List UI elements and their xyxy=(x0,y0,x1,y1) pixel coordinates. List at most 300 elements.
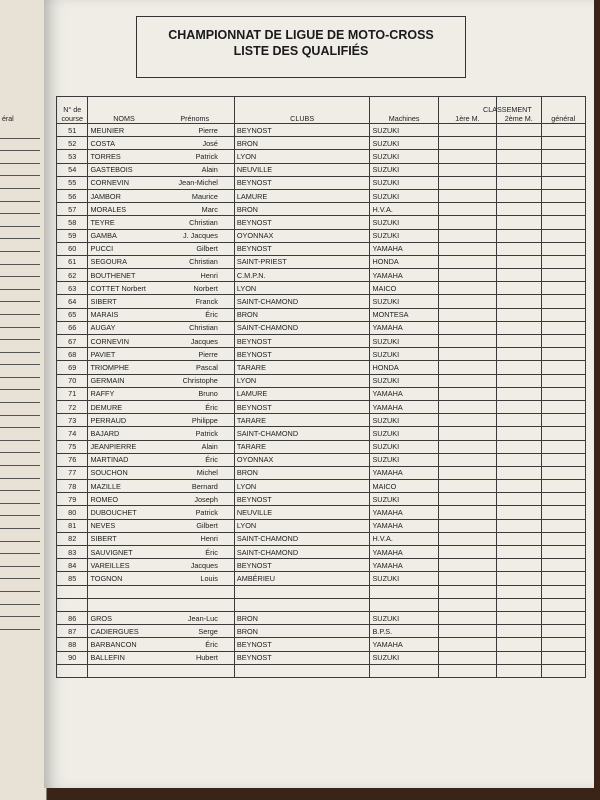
rider-club: NEUVILLE xyxy=(234,506,370,519)
result-general xyxy=(541,176,586,189)
rider-surname: SIBERT xyxy=(90,297,117,307)
rider-name xyxy=(88,625,234,638)
rider-machine: SUZUKI xyxy=(370,150,438,163)
race-number: 87 xyxy=(57,625,88,638)
rider-surname: BALLEFIN xyxy=(90,653,125,663)
result-first-heat xyxy=(438,361,496,374)
result-general xyxy=(541,255,586,268)
rider-firstname: Norbert xyxy=(193,283,218,293)
rider-surname: RAFFY xyxy=(90,389,115,399)
rider-surname: ROMEO xyxy=(90,494,119,504)
result-general xyxy=(541,269,586,282)
result-first-heat xyxy=(438,229,496,242)
rider-machine: HONDA xyxy=(370,255,438,268)
table-row xyxy=(57,163,586,176)
rider-surname: CORNEVIN xyxy=(90,178,129,188)
rider-name xyxy=(88,348,234,361)
race-number: 82 xyxy=(57,532,88,545)
result-first-heat xyxy=(438,611,496,624)
previous-page-row xyxy=(0,126,40,139)
col-clubs: CLUBS xyxy=(234,97,370,124)
rider-name xyxy=(88,664,234,677)
result-first-heat xyxy=(438,480,496,493)
rider-club: BEYNOST xyxy=(234,493,370,506)
result-second-heat xyxy=(497,387,541,400)
rider-firstname: Philippe xyxy=(191,415,218,425)
race-number: 75 xyxy=(57,440,88,453)
result-second-heat xyxy=(497,585,541,598)
result-first-heat xyxy=(438,295,496,308)
race-number: 78 xyxy=(57,480,88,493)
title-line-1: CHAMPIONNAT DE LIGUE DE MOTO-CROSS xyxy=(168,28,434,42)
title-line-2: LISTE DES QUALIFIÉS xyxy=(233,44,369,58)
rider-firstname: Éric xyxy=(205,639,218,649)
result-general xyxy=(541,216,586,229)
previous-page-row xyxy=(0,290,40,303)
previous-page-row xyxy=(0,491,40,504)
table-row xyxy=(57,295,586,308)
rider-machine: SUZUKI xyxy=(370,229,438,242)
result-second-heat xyxy=(497,348,541,361)
race-number: 72 xyxy=(57,400,88,413)
result-second-heat xyxy=(497,453,541,466)
rider-name xyxy=(88,255,234,268)
rider-firstname: Éric xyxy=(205,310,218,320)
table-row xyxy=(57,348,586,361)
rider-name xyxy=(88,163,234,176)
table-row xyxy=(57,229,586,242)
rider-club: BEYNOST xyxy=(234,651,370,664)
rider-club: OYONNAX xyxy=(234,229,370,242)
col-first-heat: 1ère M. xyxy=(455,114,480,123)
race-number: 54 xyxy=(57,163,88,176)
rider-name xyxy=(88,532,234,545)
result-general xyxy=(541,625,586,638)
table-body xyxy=(57,124,586,678)
rider-name xyxy=(88,611,234,624)
result-second-heat xyxy=(497,638,541,651)
race-number: 52 xyxy=(57,137,88,150)
result-first-heat xyxy=(438,335,496,348)
rider-club xyxy=(234,664,370,677)
result-first-heat xyxy=(438,282,496,295)
rider-club: BEYNOST xyxy=(234,242,370,255)
rider-firstname: Marc xyxy=(201,204,218,214)
previous-page-row xyxy=(0,214,40,227)
race-number: 65 xyxy=(57,308,88,321)
rider-surname: TORRES xyxy=(90,151,121,161)
previous-page-row xyxy=(0,227,40,240)
result-second-heat xyxy=(497,400,541,413)
rider-machine: SUZUKI xyxy=(370,124,438,137)
previous-page-row xyxy=(0,516,40,529)
rider-surname: BARBANCON xyxy=(90,639,137,649)
race-number: 53 xyxy=(57,150,88,163)
rider-firstname: Christian xyxy=(189,217,218,227)
rider-machine: SUZUKI xyxy=(370,137,438,150)
result-second-heat xyxy=(497,242,541,255)
rider-machine: SUZUKI xyxy=(370,348,438,361)
rider-machine xyxy=(370,598,438,611)
rider-firstname: Maurice xyxy=(191,191,218,201)
rider-machine: YAMAHA xyxy=(370,321,438,334)
rider-name xyxy=(88,480,234,493)
result-second-heat xyxy=(497,440,541,453)
rider-surname: CORNEVIN xyxy=(90,336,129,346)
rider-surname: GROS xyxy=(90,613,112,623)
rider-name xyxy=(88,506,234,519)
previous-page-row xyxy=(0,340,40,353)
rider-name xyxy=(88,321,234,334)
rider-firstname: Louis xyxy=(200,573,218,583)
rider-firstname: Bruno xyxy=(198,389,218,399)
rider-surname: SIBERT xyxy=(90,534,117,544)
rider-surname: GAMBA xyxy=(90,231,117,241)
race-number: 64 xyxy=(57,295,88,308)
race-number: 88 xyxy=(57,638,88,651)
result-first-heat xyxy=(438,348,496,361)
title-box xyxy=(136,16,466,78)
rider-firstname: Patrick xyxy=(195,508,218,518)
rider-name xyxy=(88,308,234,321)
rider-club: LAMURE xyxy=(234,387,370,400)
previous-page-row xyxy=(0,592,40,605)
rider-machine: YAMAHA xyxy=(370,269,438,282)
previous-page-row xyxy=(0,164,40,177)
rider-surname: TOGNON xyxy=(90,573,123,583)
table-row xyxy=(57,189,586,202)
previous-page-row xyxy=(0,479,40,492)
rider-name xyxy=(88,651,234,664)
previous-page-row xyxy=(0,176,40,189)
table-row xyxy=(57,150,586,163)
rider-name xyxy=(88,453,234,466)
table-row xyxy=(57,269,586,282)
rider-machine: MONTESA xyxy=(370,308,438,321)
result-general xyxy=(541,229,586,242)
previous-page-row xyxy=(0,554,40,567)
result-general xyxy=(541,414,586,427)
rider-club: SAINT-CHAMOND xyxy=(234,295,370,308)
rider-name xyxy=(88,572,234,585)
rider-firstname: Serge xyxy=(198,626,218,636)
result-second-heat xyxy=(497,255,541,268)
rider-surname: DUBOUCHET xyxy=(90,508,137,518)
race-number: 70 xyxy=(57,374,88,387)
table-row xyxy=(57,308,586,321)
rider-machine: SUZUKI xyxy=(370,427,438,440)
table-row xyxy=(57,176,586,189)
rider-firstname: Jean-Michel xyxy=(178,178,218,188)
rider-club: LYON xyxy=(234,282,370,295)
rider-machine: SUZUKI xyxy=(370,216,438,229)
rider-club: SAINT-CHAMOND xyxy=(234,546,370,559)
rider-surname: PERRAUD xyxy=(90,415,127,425)
table-row xyxy=(57,203,586,216)
race-number: 74 xyxy=(57,427,88,440)
result-general xyxy=(541,400,586,413)
qualified-list-page xyxy=(44,0,594,788)
table-row xyxy=(57,651,586,664)
rider-club: BEYNOST xyxy=(234,335,370,348)
result-second-heat xyxy=(497,532,541,545)
result-first-heat xyxy=(438,137,496,150)
result-general xyxy=(541,124,586,137)
rider-club: BEYNOST xyxy=(234,124,370,137)
rider-name xyxy=(88,559,234,572)
rider-club xyxy=(234,585,370,598)
result-second-heat xyxy=(497,229,541,242)
rider-machine: SUZUKI xyxy=(370,453,438,466)
rider-machine: B.P.S. xyxy=(370,625,438,638)
rider-surname: BOUTHENET xyxy=(90,270,136,280)
table-row xyxy=(57,321,586,334)
result-general xyxy=(541,374,586,387)
rider-name xyxy=(88,176,234,189)
result-second-heat xyxy=(497,480,541,493)
rider-surname: COSTA xyxy=(90,138,116,148)
result-second-heat xyxy=(497,611,541,624)
rider-surname: GASTEBOIS xyxy=(90,165,133,175)
rider-machine: SUZUKI xyxy=(370,572,438,585)
rider-name xyxy=(88,361,234,374)
result-general xyxy=(541,308,586,321)
rider-machine: YAMAHA xyxy=(370,506,438,519)
result-general xyxy=(541,585,586,598)
rider-machine: SUZUKI xyxy=(370,493,438,506)
race-number: 73 xyxy=(57,414,88,427)
table-row xyxy=(57,559,586,572)
rider-club: AMBÉRIEU xyxy=(234,572,370,585)
result-first-heat xyxy=(438,269,496,282)
rider-firstname: Pierre xyxy=(198,349,218,359)
rider-club: SAINT-CHAMOND xyxy=(234,321,370,334)
race-number: 60 xyxy=(57,242,88,255)
rider-surname: PUCCI xyxy=(90,244,114,254)
rider-machine: H.V.A. xyxy=(370,532,438,545)
rider-club: BEYNOST xyxy=(234,216,370,229)
rider-club: LYON xyxy=(234,150,370,163)
previous-page-row xyxy=(0,315,40,328)
previous-page-header: éral xyxy=(2,116,14,123)
result-first-heat xyxy=(438,216,496,229)
result-first-heat xyxy=(438,387,496,400)
previous-page-row xyxy=(0,139,40,152)
rider-surname: TEYRE xyxy=(90,217,115,227)
rider-machine: YAMAHA xyxy=(370,466,438,479)
result-first-heat xyxy=(438,532,496,545)
race-number: 56 xyxy=(57,189,88,202)
qualified-table xyxy=(56,96,586,678)
result-first-heat xyxy=(438,585,496,598)
result-second-heat xyxy=(497,335,541,348)
rider-machine: SUZUKI xyxy=(370,374,438,387)
col-prenoms: Prénoms xyxy=(180,114,210,123)
rider-name xyxy=(88,150,234,163)
rider-firstname: Gilbert xyxy=(196,244,218,254)
previous-page-rows xyxy=(0,126,40,630)
rider-surname: JEANPIERRE xyxy=(90,442,137,452)
rider-name xyxy=(88,269,234,282)
result-first-heat xyxy=(438,427,496,440)
rider-club: BEYNOST xyxy=(234,348,370,361)
rider-surname: MEUNIER xyxy=(90,125,125,135)
rider-firstname: Alain xyxy=(201,442,218,452)
race-number: 90 xyxy=(57,651,88,664)
table-row xyxy=(57,519,586,532)
result-second-heat xyxy=(497,414,541,427)
rider-machine: YAMAHA xyxy=(370,519,438,532)
result-second-heat xyxy=(497,124,541,137)
previous-page-row xyxy=(0,390,40,403)
previous-page-row xyxy=(0,504,40,517)
rider-club: OYONNAX xyxy=(234,453,370,466)
result-general xyxy=(541,242,586,255)
rider-firstname: Patrick xyxy=(195,428,218,438)
race-number: 67 xyxy=(57,335,88,348)
race-number: 71 xyxy=(57,387,88,400)
rider-surname: MARTINAD xyxy=(90,455,129,465)
rider-machine: MAICO xyxy=(370,282,438,295)
result-general xyxy=(541,466,586,479)
race-number: 80 xyxy=(57,506,88,519)
rider-surname: MARAIS xyxy=(90,310,119,320)
rider-name xyxy=(88,203,234,216)
result-first-heat xyxy=(438,163,496,176)
result-second-heat xyxy=(497,506,541,519)
table-row xyxy=(57,466,586,479)
race-number: 59 xyxy=(57,229,88,242)
result-second-heat xyxy=(497,176,541,189)
result-second-heat xyxy=(497,321,541,334)
rider-club: SAINT-CHAMOND xyxy=(234,427,370,440)
rider-club: BRON xyxy=(234,625,370,638)
rider-machine: MAICO xyxy=(370,480,438,493)
result-second-heat xyxy=(497,374,541,387)
result-general xyxy=(541,506,586,519)
result-general xyxy=(541,163,586,176)
result-general xyxy=(541,137,586,150)
result-general xyxy=(541,387,586,400)
rider-surname: COTTET Norbert xyxy=(90,283,146,293)
col-names xyxy=(88,97,234,124)
previous-page-row xyxy=(0,365,40,378)
table-row xyxy=(57,493,586,506)
race-number: 81 xyxy=(57,519,88,532)
rider-firstname: Patrick xyxy=(195,151,218,161)
previous-page-row xyxy=(0,579,40,592)
result-general xyxy=(541,519,586,532)
previous-page-row xyxy=(0,542,40,555)
result-second-heat xyxy=(497,466,541,479)
table-row xyxy=(57,414,586,427)
result-general xyxy=(541,453,586,466)
race-number: 58 xyxy=(57,216,88,229)
rider-firstname: Alain xyxy=(201,165,218,175)
rider-firstname: Pierre xyxy=(198,125,218,135)
result-first-heat xyxy=(438,651,496,664)
rider-name xyxy=(88,585,234,598)
result-first-heat xyxy=(438,506,496,519)
table-row xyxy=(57,625,586,638)
rider-club: NEUVILLE xyxy=(234,163,370,176)
result-general xyxy=(541,203,586,216)
race-number: 84 xyxy=(57,559,88,572)
result-second-heat xyxy=(497,189,541,202)
result-first-heat xyxy=(438,308,496,321)
rider-name xyxy=(88,546,234,559)
race-number: 55 xyxy=(57,176,88,189)
previous-page-row xyxy=(0,617,40,630)
result-first-heat xyxy=(438,625,496,638)
result-second-heat xyxy=(497,559,541,572)
result-second-heat xyxy=(497,572,541,585)
result-general xyxy=(541,611,586,624)
rider-firstname: Hubert xyxy=(195,653,218,663)
result-general xyxy=(541,440,586,453)
rider-surname: NEVES xyxy=(90,521,116,531)
rider-name xyxy=(88,282,234,295)
table-row xyxy=(57,453,586,466)
previous-page-row xyxy=(0,328,40,341)
rider-club: C.M.P.N. xyxy=(234,269,370,282)
rider-machine: SUZUKI xyxy=(370,176,438,189)
race-number: 57 xyxy=(57,203,88,216)
result-first-heat xyxy=(438,176,496,189)
result-first-heat xyxy=(438,400,496,413)
rider-surname: DEMURE xyxy=(90,402,123,412)
table-row xyxy=(57,242,586,255)
rider-surname: PAVIET xyxy=(90,349,116,359)
rider-firstname: Henri xyxy=(200,534,218,544)
rider-machine: SUZUKI xyxy=(370,651,438,664)
col-noms: NOMS xyxy=(113,114,135,123)
table-row xyxy=(57,638,586,651)
result-second-heat xyxy=(497,295,541,308)
result-first-heat xyxy=(438,453,496,466)
rider-machine: YAMAHA xyxy=(370,387,438,400)
previous-page-row xyxy=(0,378,40,391)
rider-surname: JAMBOR xyxy=(90,191,121,201)
rider-name xyxy=(88,414,234,427)
rider-surname: VAREILLES xyxy=(90,560,130,570)
race-number xyxy=(57,664,88,677)
rider-club: BRON xyxy=(234,466,370,479)
rider-machine: YAMAHA xyxy=(370,546,438,559)
rider-name xyxy=(88,124,234,137)
rider-name xyxy=(88,374,234,387)
table-row xyxy=(57,480,586,493)
rider-surname: SOUCHON xyxy=(90,468,128,478)
result-general xyxy=(541,664,586,677)
race-number: 61 xyxy=(57,255,88,268)
rider-surname: SAUVIGNET xyxy=(90,547,133,557)
previous-page-row xyxy=(0,428,40,441)
previous-page-row xyxy=(0,239,40,252)
result-general xyxy=(541,572,586,585)
rider-machine: SUZUKI xyxy=(370,611,438,624)
race-number: 79 xyxy=(57,493,88,506)
rider-club: SAINT-PRIEST xyxy=(234,255,370,268)
table-row xyxy=(57,374,586,387)
previous-page-row xyxy=(0,151,40,164)
rider-firstname: José xyxy=(202,138,218,148)
result-second-heat xyxy=(497,216,541,229)
rider-firstname: Joseph xyxy=(194,494,218,504)
result-second-heat xyxy=(497,519,541,532)
result-general xyxy=(541,427,586,440)
result-general xyxy=(541,480,586,493)
